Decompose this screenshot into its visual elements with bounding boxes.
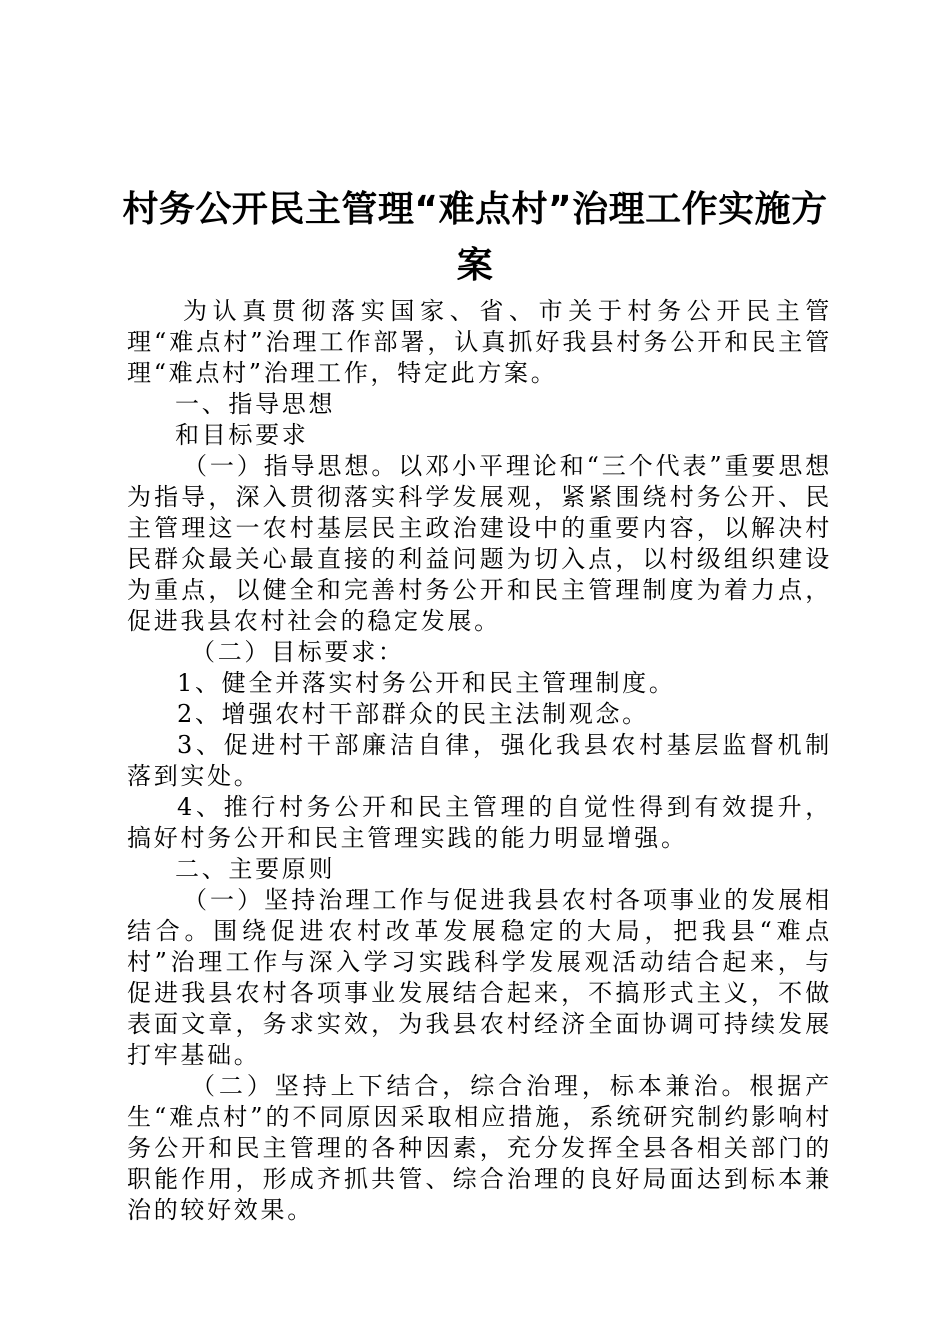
list-item-1: 1、健全并落实村务公开和民主管理制度。 [177, 669, 676, 697]
title-line-1: 村务公开民主管理“难点村”治理工作实施方 [122, 189, 828, 230]
section-heading-guiding-thought: 一、指导思想 [175, 390, 336, 418]
document-title [100, 182, 850, 294]
subheading-target-requirements: （二）目标要求： [191, 638, 405, 666]
list-item-4: 4、推行村务公开和民主管理的自觉性得到有效提升，搞好村务公开和民主管理实践的能力明显增强。 [127, 793, 832, 852]
intro-paragraph: 为认真贯彻落实国家、省、市关于村务公开民主管理“难点村”治理工作部署，认真抓好我县村务公开和民主管理“难点村”治理工作，特定此方案。 [127, 297, 832, 387]
paragraph-principle-2: （二）坚持上下结合，综合治理，标本兼治。根据产生“难点村”的不同原因采取相应措施，系统研究制约影响村务公开和民主管理的各种因素，充分发挥全县各相关部门的职能作用，形成齐抓共管、综合治理的良好局面达到标本兼治的较好效果。 [127, 1072, 832, 1224]
title-line-2: 案 [456, 245, 494, 286]
list-item-2: 2、增强农村干部群众的民主法制观念。 [177, 700, 649, 728]
list-item-3: 3、促进村干部廉洁自律，强化我县农村基层监督机制落到实处。 [127, 731, 832, 790]
section-heading-continued: 和目标要求 [175, 421, 309, 449]
paragraph-principle-1: （一）坚持治理工作与促进我县农村各项事业的发展相结合。围绕促进农村改革发展稳定的大局，把我县“难点村”治理工作与深入学习实践科学发展观活动结合起来，与促进我县农村各项事业发展结合起来，不搞形式主义，不做表面文章，务求实效，为我县农村经济全面协调可持续发展打牢基础。 [127, 886, 832, 1069]
document-body [127, 296, 832, 1226]
section-heading-main-principles: 二、主要原则 [175, 855, 336, 883]
paragraph-guiding-thought: （一）指导思想。以邓小平理论和“三个代表”重要思想为指导，深入贯彻落实科学发展观，紧紧围绕村务公开、民主管理这一农村基层民主政治建设中的重要内容，以解决村民群众最关心最直接的利益问题为切入点，以村级组织建设为重点，以健全和完善村务公开和民主管理制度为着力点，促进我县农村社会的稳定发展。 [127, 452, 832, 635]
